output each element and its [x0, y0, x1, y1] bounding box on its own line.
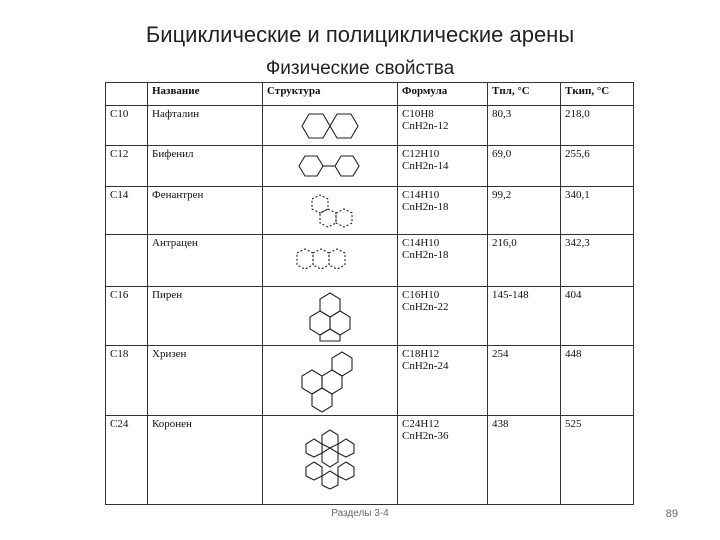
tmelt-cell: 80,3 [488, 106, 561, 146]
header-tmelt: Tпл, °C [488, 83, 561, 106]
general-formula: CnH2n-18 [402, 248, 449, 261]
naphthalene-icon [290, 109, 370, 143]
tmelt-cell: 99,2 [488, 186, 561, 234]
general-formula: CnH2n-24 [402, 359, 449, 372]
name-cell: Хризен [148, 345, 263, 416]
tmelt-cell: 145-148 [488, 287, 561, 345]
name-cell: Бифенил [148, 146, 263, 186]
carbon-cell: C12 [106, 146, 148, 186]
tboil-cell: 218,0 [561, 106, 634, 146]
formula-cell: C10H8 [402, 108, 434, 120]
formula-cell: C18H12 [402, 347, 440, 360]
formula-cell: C14H10 [402, 188, 440, 201]
tmelt-cell: 254 [488, 345, 561, 416]
tmelt-cell: 69,0 [488, 146, 561, 186]
pyrene-icon [295, 289, 365, 343]
tboil-cell: 340,1 [561, 186, 634, 234]
carbon-cell: C10 [106, 106, 148, 146]
tmelt-cell: 216,0 [488, 234, 561, 286]
chrysene-icon [290, 348, 370, 414]
carbon-cell: C18 [106, 345, 148, 416]
carbon-cell: C16 [106, 287, 148, 345]
table-row [106, 106, 634, 146]
tboil-cell: 404 [561, 287, 634, 345]
header-carbon [106, 83, 148, 106]
general-formula: CnH2n-12 [402, 120, 449, 132]
formula-cell: C12H10 [402, 148, 440, 161]
formula-cell: C16H10 [402, 289, 440, 302]
page-number: 89 [665, 508, 678, 520]
footer-text: Разделы 3-4 [331, 508, 389, 519]
table-header-row [106, 83, 634, 106]
table-row [106, 416, 634, 505]
general-formula: CnH2n-14 [402, 160, 449, 173]
name-cell: Нафталин [148, 106, 263, 146]
tmelt-cell: 438 [488, 416, 561, 505]
general-formula: CnH2n-22 [402, 301, 449, 314]
properties-table [105, 82, 634, 505]
slide-title: Бициклические и полициклические арены [145, 22, 575, 47]
name-cell: Антрацен [148, 234, 263, 286]
header-name: Название [148, 83, 263, 106]
formula-cell: C24H12 [402, 418, 440, 431]
tboil-cell: 255,6 [561, 146, 634, 186]
header-tboil: Tкип, °C [561, 83, 634, 106]
tboil-cell: 448 [561, 345, 634, 416]
phenanthrene-icon [292, 187, 368, 233]
table-row [106, 287, 634, 345]
header-formula: Формула [398, 83, 488, 106]
biphenyl-icon [285, 151, 375, 181]
tboil-cell: 342,3 [561, 234, 634, 286]
slide-subtitle: Физические свойства [265, 58, 455, 79]
table-row [106, 345, 634, 416]
name-cell: Пирен [148, 287, 263, 345]
carbon-cell: C14 [106, 186, 148, 234]
table-row [106, 186, 634, 234]
coronene-icon [292, 421, 368, 499]
tboil-cell: 525 [561, 416, 634, 505]
carbon-cell [106, 234, 148, 286]
formula-cell: C14H10 [402, 236, 440, 249]
general-formula: CnH2n-36 [402, 430, 449, 443]
name-cell: Коронен [148, 416, 263, 505]
table-row [106, 234, 634, 286]
general-formula: CnH2n-18 [402, 200, 449, 213]
table-row [106, 146, 634, 186]
header-structure: Структура [263, 83, 398, 106]
anthracene-icon [285, 245, 375, 277]
name-cell: Фенантрен [148, 186, 263, 234]
carbon-cell: C24 [106, 416, 148, 505]
